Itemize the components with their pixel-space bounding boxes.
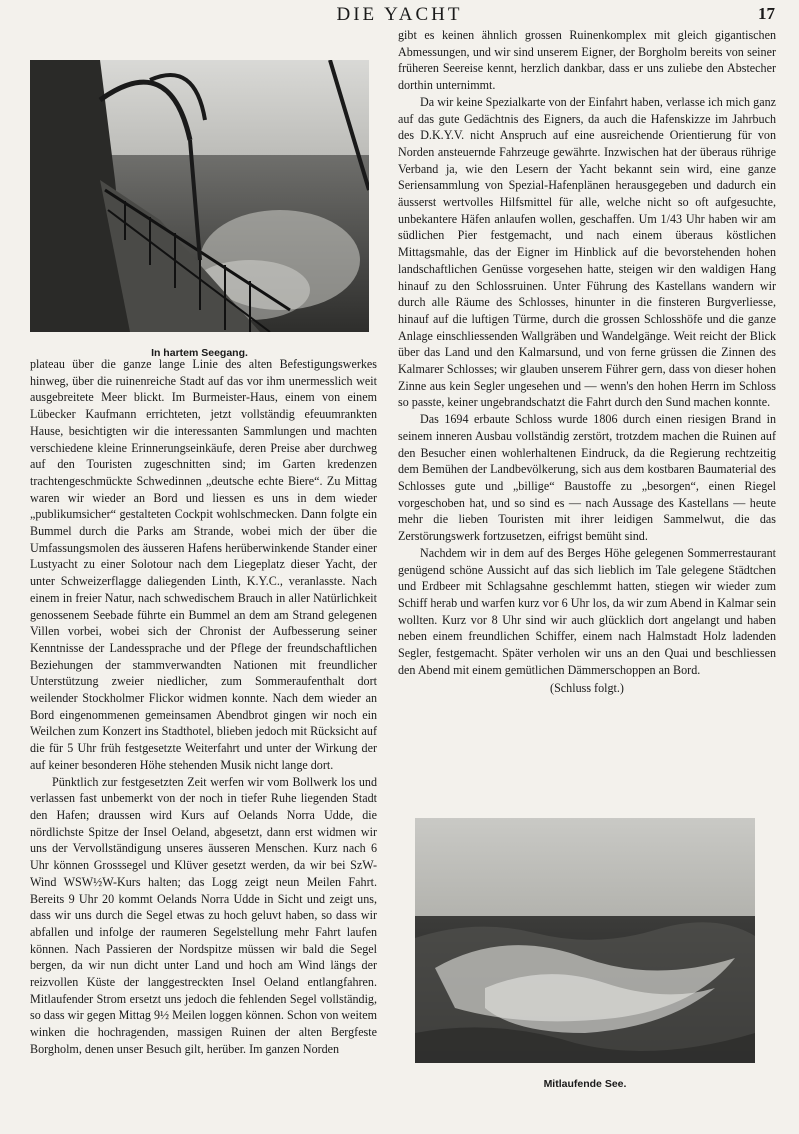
paragraph: Nachdem wir in dem auf des Berges Höhe gelegenen Sommerrestaurant genügend schöne Aussicht auf das sich lieblich im Tale gelegene Städtchen und Erdbeer mit Schlagsahne geschlemmt hatten, stiegen wir wieder zum Schiff herab und warfen kurz vor 6 Uhr los, da wir zum Abend in Kalmar sein wollten. Kurz vor 8 Uhr sind wir auch glücklich dort angelangt und haben neben einem freundlichen Schiffer, einem nach Halmstadt Holz ladenden Segler, festgemacht. Später verholen wir uns an den Quai und beschliessen den Abend mit einem gemütlichen Dämmerschoppen an Bord. [398, 545, 776, 677]
photo-following-sea [415, 818, 755, 1063]
continuation-note: (Schluss folgt.) [550, 681, 624, 696]
paragraph: Da wir keine Spezialkarte von der Einfahrt haben, verlasse ich mich ganz auf das gute Gedächtnis des Eigners, da auch die Hafenskizze im Jahrbuch des D.K.Y.V. nicht Anspruch auf eine ausreichende Orientierung für von Norden ansteuernde Fahrzeuge gewährte. Inzwischen hat der überaus rührige Verband ja, wie den Lesern der Yacht bekannt sein wird, eine ganze Seriensammlung von Spezial-Hafenplänen herausgegeben und dadurch ein äusserst wertvolles Hilfsmittel für alle, welche nicht so oft aufgesuchte, unbekantere Häfen anlaufen wollen, geschaffen. Um 1/43 Uhr haben wir am südlichen Pier festgemacht, und nach einem überaus köstlichen Mittagsmahle, das der Eigner im Hinblick auf die bevorstehenden hohen landschaftlichen Genüsse vorgesehen hatte, steigen wir den waldigen Hang hinauf zu den Schlossruinen. Unter Führung des Kastellans wandern wir durch alle Räume des Schlosses, hinunter in die finsteren Burgverliesse, hinauf auf die luftigen Türme, durch die grossen Schlosshöfe und die ganze Anlage einschliessenden Wallgräben und Wandelgänge. Weit reicht der Blick über das Land und den Kalmarsund, und von ferne grüssen die Zinnen des Kalmarer Schlosses; wir glauben unserem Führer gern, dass von dieser hohen Zinne aus kein Segler ungesehen und — wenn's den hohen Herrn im Schloss so passte, keiner ungebrandschatzt die Fahrt durch den Sund machen konnte. [398, 94, 776, 410]
article-column-left [30, 356, 377, 1058]
paragraph: Das 1694 erbaute Schloss wurde 1806 durch einen riesigen Brand in seinem inneren Ausbau vollständig zerstört, trotzdem machen die Ruinen auf den Besucher einen wohlerhaltenen Eindruck, da die Regierung rechtzeitig dem Bemühen der Landbevölkerung, sich aus dem kostbaren Baumaterial des Schlosses gute und „billige“ Baustoffe zu „besorgen“, einen Riegel vorgeschoben hat, und so sind es — nach Aussage des Kastellans — heute mehr die lieben Touristen mit ihrer leidigen Sammelwut, die das Zerstörungswerk fortzusetzen, eifrigst bemüht sind. [398, 412, 776, 544]
paragraph: gibt es keinen ähnlich grossen Ruinenkomplex mit gleich gigantischen Abmessungen, und wir sind unserem Eigner, der Borgholm bereits von seiner früheren Seereise kennt, herzlich dankbar, dass er uns zuliebe den Abstecher dorthin unternimmt. [398, 28, 776, 93]
running-header: DIE YACHT [336, 4, 463, 25]
article-column-right [398, 27, 776, 697]
paragraph: Pünktlich zur festgesetzten Zeit werfen wir vom Bollwerk los und verlassen fast unbemerkt von der noch in tiefer Ruhe liegenden Stadt den Hafen; draussen wird Kurs auf Oelands Norra Udde, die nördlichste Spitze der Insel Oeland, abgesetzt, dann erst widmen wir uns der Vervollständigung unseres äusseren Menschen. Kurz nach 6 Uhr können Grosssegel und Klüver gesetzt werden, da wir bei SzW-Wind WSW½W-Kurs halten; das Logg zeigt neun Meilen Fahrt. Bereits 9 Uhr 20 kommt Oelands Norra Udde in Sicht und zeigt uns, dass wir uns durch die Segel etwas zu hoch geluvt haben, so dass wir abfallen und infolge der raumeren Segelstellung mehr Fahrt laufen können. Nach Passieren der Nordspitze müssen wir bald die Segel bergen, da wir nun dicht unter Land und hoch am Wind längs der reizvollen Küste der langgestreckten Insel Oeland entlangfahren. Mitlaufender Strom ersetzt uns jedoch die fehlenden Segel vollständig, so dass wir gegen Mittag 9½ Meilen loggen können. Schon von weitem winken die hochragenden, massigen Ruinen der alten Bergfeste Borgholm, denen unser Besuch gilt, herüber. Im ganzen Norden [30, 774, 377, 1056]
paragraph: plateau über die ganze lange Linie des alten Befestigungswerkes hinweg, über die ruinenreiche Stadt auf das vor ihm unermesslich weit ausgebreitete Meer blickt. Im Burmeister-Haus, einem von einem Lübecker Kaufmann errichteten, jetzt vollständig efeuumrankten Hause, besichtigten wir die interessanten Sammlungen und machten verschiedene kleine Erinnerungseinkäufe, deren Preise aber durchweg auf den Touristen zugeschnitten sind; im Garten kredenzen trachtengeschmückte Schwedinnen „deutsche echte Biere“. Zu Mittag waren wir wieder an Bord und liessen es uns in dem wieder „publikumsicher“ gestalteten Cockpit wohlschmecken. Dann folgte ein Bummel durch die Parks am Strande, wobei mich der über die Umfassungsmolen des äusseren Hafens herüberwinkende Stander einer Lustyacht zu einer Solotour nach dem Liegeplatz dieser Yacht, der unter Schweizerflagge daliegenden Linth, K.Y.C., veranlasste. Nach einem in freier Natur, nach schwedischem Brauch in aller Natürlichkeit genossenem Seebade führte ein Bummel an dem am Strand gelegenen Villen vorbei, wobei sich der Chronist der Aufbesserung seiner Kenntnisse der Landessprache und der Pflege der freundschaftlichen Beziehungen der stammverwandten Nationen mit freundlicher Unterstützung zweier niedlicher, zum Sommeraufenthalt dort weilender Stockholmer Flickor widmen konnte. Nach dem wieder an Bord eingenommenen gemeinsamen Abendbrot gingen wir noch ein Weilchen zum Konzert ins Stadthotel, blieben jedoch mit Rücksicht auf die für 5 Uhr früh festgesetzte Weiterfahrt und unter der Wirkung der auf keiner besonderen Höhe stehenden Musik nicht lange dort. [30, 357, 377, 772]
figure-caption: Mitlaufende See. [543, 1078, 627, 1090]
page-number: 17 [758, 4, 775, 23]
figure-caption: In hartem Seegang. [151, 347, 248, 359]
photo-ship-in-heavy-sea [30, 60, 369, 332]
